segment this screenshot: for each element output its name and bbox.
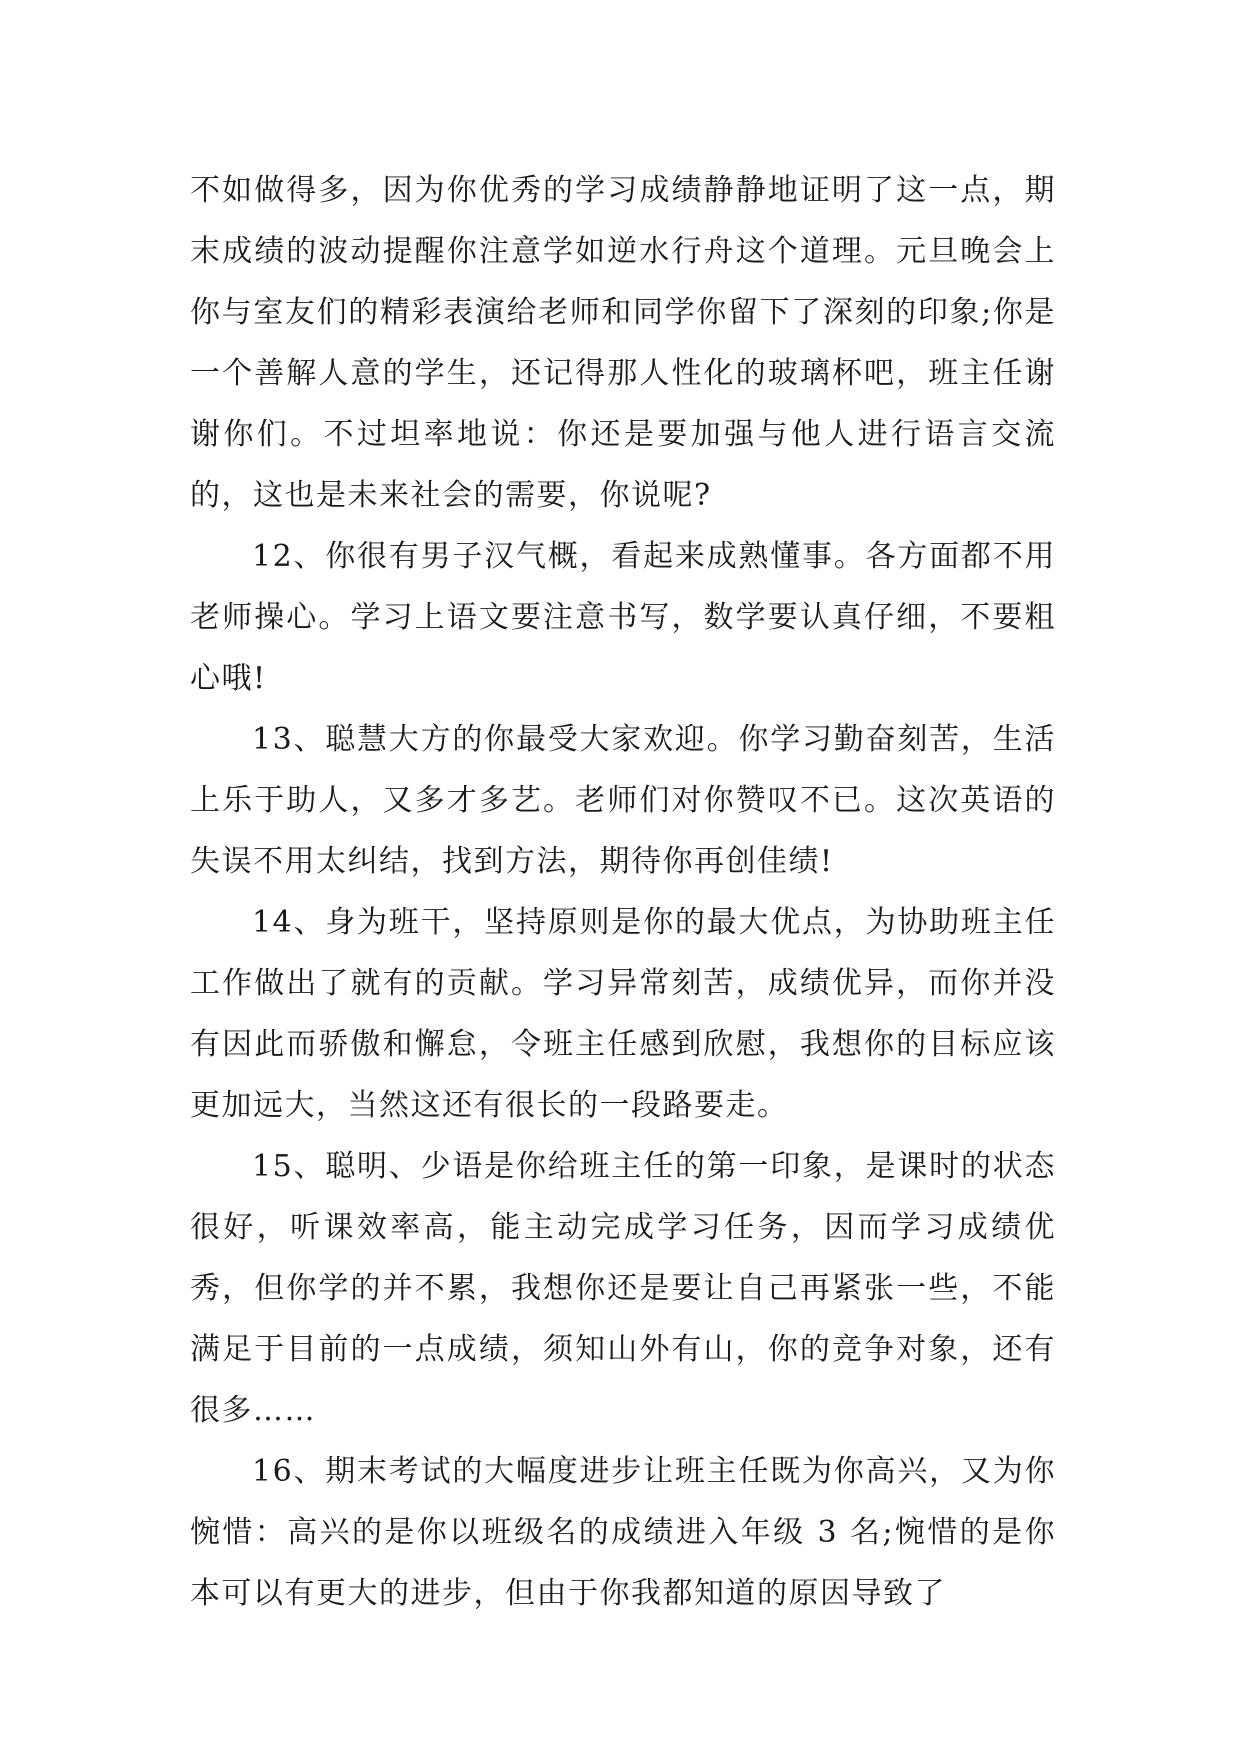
document-body xyxy=(190,160,1056,1624)
paragraph-comment-14: 14、身为班干，坚持原则是你的最大优点，为协助班主任工作做出了就有的贡献。学习异常刻苦，成绩优异，而你并没有因此而骄傲和懈怠，令班主任感到欣慰，我想你的目标应该更加远大，当然这还有很长的一段路要走。 xyxy=(190,905,1056,1123)
paragraph-continuation: 不如做得多，因为你优秀的学习成绩静静地证明了这一点，期末成绩的波动提醒你注意学如逆水行舟这个道理。元旦晚会上你与室友们的精彩表演给老师和同学你留下了深刻的印象;你是一个善解人意的学生，还记得那人性化的玻璃杯吧，班主任谢谢你们。不过坦率地说：你还是要加强与他人进行语言交流的，这也是未来社会的需要，你说呢? xyxy=(190,173,1056,513)
paragraph-comment-13: 13、聪慧大方的你最受大家欢迎。你学习勤奋刻苦，生活上乐于助人，又多才多艺。老师们对你赞叹不已。这次英语的失误不用太纠结，找到方法，期待你再创佳绩! xyxy=(190,722,1056,879)
paragraph-comment-12: 12、你很有男子汉气概，看起来成熟懂事。各方面都不用老师操心。学习上语文要注意书写，数学要认真仔细，不要粗心哦! xyxy=(190,539,1056,696)
paragraph-comment-15: 15、聪明、少语是你给班主任的第一印象，是课时的状态很好，听课效率高，能主动完成学习任务，因而学习成绩优秀，但你学的并不累，我想你还是要让自己再紧张一些，不能满足于目前的一点成绩，须知山外有山，你的竞争对象，还有很多…… xyxy=(190,1149,1056,1428)
paragraph-comment-16: 16、期末考试的大幅度进步让班主任既为你高兴，又为你惋惜：高兴的是你以班级名的成绩进入年级 3 名;惋惜的是你本可以有更大的进步，但由于你我都知道的原因导致了 xyxy=(190,1454,1056,1611)
